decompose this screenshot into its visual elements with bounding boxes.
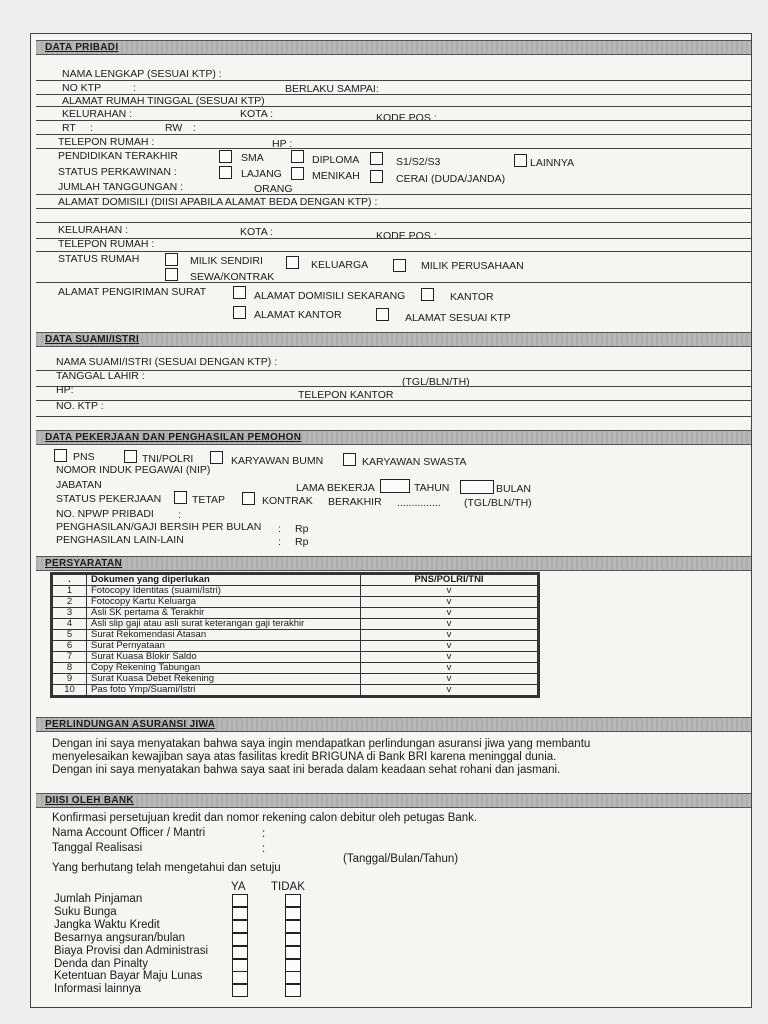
rule (36, 80, 751, 81)
pns-label: PNS (73, 451, 95, 463)
tahun-box[interactable] (380, 479, 410, 493)
bulan-box[interactable] (460, 480, 494, 494)
bank-item-label: Besarnya angsuran/bulan (54, 931, 186, 944)
col-dokumen-header: Dokumen yang diperlukan (87, 575, 361, 586)
cerai-label: CERAI (DUDA/JANDA) (396, 173, 506, 185)
tetap-label: TETAP (192, 494, 226, 506)
ya-checkbox[interactable] (232, 933, 248, 946)
row-number: 2 (53, 597, 87, 608)
sma-checkbox[interactable] (219, 150, 232, 163)
tgl-format: (TGL/BLN/TH) (464, 497, 532, 509)
tidak-checkbox[interactable] (285, 907, 301, 920)
row-check: v (361, 663, 538, 674)
status-pekerjaan-label: STATUS PEKERJAAN (56, 493, 162, 505)
swasta-label: KARYAWAN SWASTA (362, 456, 467, 468)
tidak-checkbox[interactable] (285, 984, 301, 997)
status-kawin-label: STATUS PERKAWINAN : (58, 166, 177, 178)
table-row (53, 608, 538, 619)
row-number: 4 (53, 619, 87, 630)
section-data-suami (36, 332, 751, 347)
rule (36, 222, 751, 223)
swasta-checkbox[interactable] (343, 453, 356, 466)
section-diisi-bank (36, 793, 751, 808)
nip-label: NOMOR INDUK PEGAWAI (NIP) (56, 464, 211, 476)
kelurahan-label: KELURAHAN : (62, 108, 133, 120)
tidak-checkbox[interactable] (285, 894, 301, 907)
menikah-checkbox[interactable] (291, 167, 304, 180)
telepon-label: TELEPON RUMAH : (58, 136, 155, 148)
telepon-kantor-label: TELEPON KANTOR (298, 389, 394, 401)
pns-checkbox[interactable] (54, 449, 67, 462)
keluarga-checkbox[interactable] (286, 256, 299, 269)
section-data-pribadi (36, 40, 751, 55)
colon: : (193, 122, 196, 134)
milik-perusahaan-label: MILIK PERUSAHAAN (421, 260, 524, 272)
npwp-label: NO. NPWP PRIBADI (56, 508, 154, 520)
milik-perusahaan-checkbox[interactable] (393, 259, 406, 272)
section-title: DATA SUAMI/ISTRI (45, 334, 140, 345)
sewa-label: SEWA/KONTRAK (190, 271, 275, 283)
rule (36, 208, 751, 209)
orang-label: ORANG (254, 183, 293, 195)
bank-item-label: Suku Bunga (54, 905, 117, 918)
colon: : (90, 122, 93, 134)
berlaku-label: BERLAKU SAMPAI: (285, 83, 379, 95)
sesuai-ktp-label: ALAMAT SESUAI KTP (405, 312, 511, 324)
table-row (53, 652, 538, 663)
row-document: Pas foto Ymp/Suami/Istri (87, 685, 361, 696)
section-title: DATA PRIBADI (45, 42, 119, 53)
row-check: v (361, 608, 538, 619)
tidak-checkbox[interactable] (285, 946, 301, 959)
kota-label: KOTA : (240, 108, 274, 120)
suami-no-ktp-label: NO. KTP : (56, 400, 104, 412)
berakhir-dots: ............... (397, 497, 441, 509)
lain-label: PENGHASILAN LAIN-LAIN (56, 534, 184, 546)
jabatan-label: JABATAN (56, 479, 102, 491)
row-document: Copy Rekening Tabungan (87, 663, 361, 674)
table-row (53, 597, 538, 608)
pendidikan-label: PENDIDIKAN TERAKHIR (58, 150, 178, 162)
bumn-label: KARYAWAN BUMN (231, 455, 324, 467)
rw-label: RW (165, 122, 183, 134)
row-document: Surat Kuasa Blokir Saldo (87, 652, 361, 663)
ya-header: YA (231, 881, 246, 893)
ya-checkbox[interactable] (232, 907, 248, 920)
lajang-checkbox[interactable] (219, 166, 232, 179)
tidak-checkbox[interactable] (285, 920, 301, 933)
colon: : (262, 843, 266, 855)
sesuai-ktp-checkbox[interactable] (376, 308, 389, 321)
rule (36, 251, 751, 252)
berhutang-label: Yang berhutang telah mengetahui dan setuju (52, 862, 281, 874)
section-title: PERSYARATAN (45, 558, 123, 569)
nama-ao-label: Nama Account Officer / Mantri (52, 827, 206, 839)
tidak-checkbox[interactable] (285, 933, 301, 946)
kantor-checkbox[interactable] (421, 288, 434, 301)
row-number: 8 (53, 663, 87, 674)
row-document: Fotocopy Identitas (suami/Istri) (87, 586, 361, 597)
alamat-kantor-checkbox[interactable] (233, 306, 246, 319)
tidak-checkbox[interactable] (285, 971, 301, 984)
table-row (53, 619, 538, 630)
bank-item-label: Denda dan Pinalty (54, 957, 148, 970)
suami-hp-label: HP: (56, 384, 74, 396)
bank-item-label: Biaya Provisi dan Administrasi (54, 944, 209, 957)
colon: : (278, 536, 281, 548)
col-pns-header: PNS/POLRI/TNI (361, 575, 538, 586)
table-row (53, 630, 538, 641)
ya-checkbox[interactable] (232, 894, 248, 907)
tgl-format: (Tanggal/Bulan/Tahun) (343, 853, 459, 865)
telepon2-label: TELEPON RUMAH : (58, 238, 155, 250)
ya-checkbox[interactable] (232, 984, 248, 997)
tni-label: TNI/POLRI (142, 453, 194, 465)
col-no-header: . (53, 575, 87, 586)
menikah-label: MENIKAH (312, 170, 360, 182)
section-persyaratan (36, 556, 751, 571)
tetap-checkbox[interactable] (174, 491, 187, 504)
rule (36, 106, 751, 107)
s1s2s3-label: S1/S2/S3 (396, 156, 441, 168)
table-header-row (53, 575, 538, 586)
tanggal-lahir-label: TANGGAL LAHIR : (56, 370, 145, 382)
tni-checkbox[interactable] (124, 450, 137, 463)
row-check: v (361, 630, 538, 641)
konfirmasi-text: Konfirmasi persetujuan kredit dan nomor rekening calon debitur oleh petugas Bank. (52, 812, 478, 824)
row-check: v (361, 674, 538, 685)
ya-checkbox[interactable] (232, 920, 248, 933)
status-rumah-label: STATUS RUMAH (58, 253, 140, 265)
rp-label: Rp (295, 523, 309, 535)
bank-item-label: Ketentuan Bayar Maju Lunas (54, 970, 203, 983)
row-document: Asli SK pertama & Terakhir (87, 608, 361, 619)
kontrak-label: KONTRAK (262, 495, 313, 507)
table-row (53, 674, 538, 685)
colon: : (133, 82, 136, 94)
rule (36, 148, 751, 149)
rule (36, 386, 751, 387)
domisili-sekarang-checkbox[interactable] (233, 286, 246, 299)
table-row (53, 685, 538, 696)
rule (36, 134, 751, 135)
diploma-checkbox[interactable] (291, 150, 304, 163)
section-title: DIISI OLEH BANK (45, 795, 134, 806)
row-check: v (361, 641, 538, 652)
row-check: v (361, 685, 538, 696)
rule (36, 416, 751, 417)
sma-label: SMA (241, 152, 264, 164)
cerai-checkbox[interactable] (370, 170, 383, 183)
ya-checkbox[interactable] (232, 946, 248, 959)
hp-label: HP : (272, 138, 293, 150)
alamat-kantor-label: ALAMAT KANTOR (254, 309, 342, 321)
bank-item-label: Jangka Waktu Kredit (54, 918, 160, 931)
row-number: 5 (53, 630, 87, 641)
ya-checkbox[interactable] (232, 959, 248, 972)
table-row (53, 586, 538, 597)
section-perlindungan (36, 717, 751, 732)
section-data-pekerjaan (36, 430, 751, 445)
persyaratan-table (50, 572, 540, 698)
colon: : (262, 828, 266, 840)
row-number: 1 (53, 586, 87, 597)
lainnya-label: LAINNYA (530, 157, 575, 169)
sewa-checkbox[interactable] (165, 268, 178, 281)
row-number: 7 (53, 652, 87, 663)
milik-sendiri-label: MILIK SENDIRI (190, 255, 263, 267)
colon: : (178, 509, 181, 521)
tidak-checkbox[interactable] (285, 959, 301, 972)
nama-lengkap-label: NAMA LENGKAP (SESUAI KTP) : (62, 68, 222, 80)
kontrak-checkbox[interactable] (242, 492, 255, 505)
tgl-format: (TGL/BLN/TH) (402, 376, 470, 388)
row-number: 3 (53, 608, 87, 619)
kode-pos2-label: KODE POS : (376, 230, 437, 242)
colon: : (278, 523, 281, 535)
row-number: 10 (53, 685, 87, 696)
row-check: v (361, 619, 538, 630)
row-document: Surat Rekomendasi Atasan (87, 630, 361, 641)
rt-label: RT (62, 122, 76, 134)
section-title: PERLINDUNGAN ASURANSI JIWA (45, 719, 216, 730)
alamat-label: ALAMAT RUMAH TINGGAL (SESUAI KTP) (62, 95, 265, 107)
no-ktp-label: NO KTP (62, 82, 102, 94)
pengiriman-label: ALAMAT PENGIRIMAN SURAT (58, 286, 207, 298)
bumn-checkbox[interactable] (210, 451, 223, 464)
row-check: v (361, 597, 538, 608)
row-check: v (361, 586, 538, 597)
lama-bekerja-label: LAMA BEKERJA (296, 482, 375, 494)
tanggungan-label: JUMLAH TANGGUNGAN : (58, 181, 184, 193)
rule (36, 400, 751, 401)
keluarga-label: KELUARGA (311, 259, 369, 271)
rp-label: Rp (295, 536, 309, 548)
row-number: 6 (53, 641, 87, 652)
bank-item-label: Informasi lainnya (54, 983, 141, 996)
rule (36, 282, 751, 283)
kode-pos-label: KODE POS : (376, 112, 437, 124)
row-document: Fotocopy Kartu Keluarga (87, 597, 361, 608)
perlindungan-text: Dengan ini saya menyatakan bahwa saya ingin mendapatkan perlindungan asuransi jiwa yang membantu menyelesaikan kewajiban saya atas fasilitas kredit BRIGUNA di Bank BRI karena meninggal dunia. Dengan ini saya menyatakan bahwa saya saat ini berada dalam keadaan sehat rohani dan jasmani. (52, 738, 591, 776)
lajang-label: LAJANG (241, 168, 282, 180)
tanggal-realisasi-label: Tanggal Realisasi (52, 842, 143, 854)
table-row (53, 663, 538, 674)
kota2-label: KOTA : (240, 226, 274, 238)
berakhir-label: BERAKHIR (328, 496, 382, 508)
suami-nama-label: NAMA SUAMI/ISTRI (SESUAI DENGAN KTP) : (56, 356, 278, 368)
domisili-label: ALAMAT DOMISILI (DIISI APABILA ALAMAT BEDA DENGAN KTP) : (58, 196, 378, 208)
row-document: Surat Pernyataan (87, 641, 361, 652)
row-check: v (361, 652, 538, 663)
ya-checkbox[interactable] (232, 971, 248, 984)
milik-sendiri-checkbox[interactable] (165, 253, 178, 266)
tahun-label: TAHUN (414, 482, 450, 494)
rule (36, 194, 751, 195)
domisili-sekarang-label: ALAMAT DOMISILI SEKARANG (254, 290, 406, 302)
kelurahan2-label: KELURAHAN : (58, 224, 129, 236)
rule (36, 120, 751, 121)
bank-item-label: Jumlah Pinjaman (54, 893, 143, 905)
s1s2s3-checkbox[interactable] (370, 152, 383, 165)
row-document: Asli slip gaji atau asli surat keterangan gaji terakhir (87, 619, 361, 630)
bulan-label: BULAN (496, 483, 532, 495)
diploma-label: DIPLOMA (312, 154, 360, 166)
table-row (53, 641, 538, 652)
tidak-header: TIDAK (271, 881, 305, 893)
kantor-label: KANTOR (450, 291, 494, 303)
section-title: DATA PEKERJAAN DAN PENGHASILAN PEMOHON (45, 432, 302, 443)
row-document: Surat Kuasa Debet Rekening (87, 674, 361, 685)
row-number: 9 (53, 674, 87, 685)
lainnya-checkbox[interactable] (514, 154, 527, 167)
gaji-label: PENGHASILAN/GAJI BERSIH PER BULAN (56, 521, 262, 533)
